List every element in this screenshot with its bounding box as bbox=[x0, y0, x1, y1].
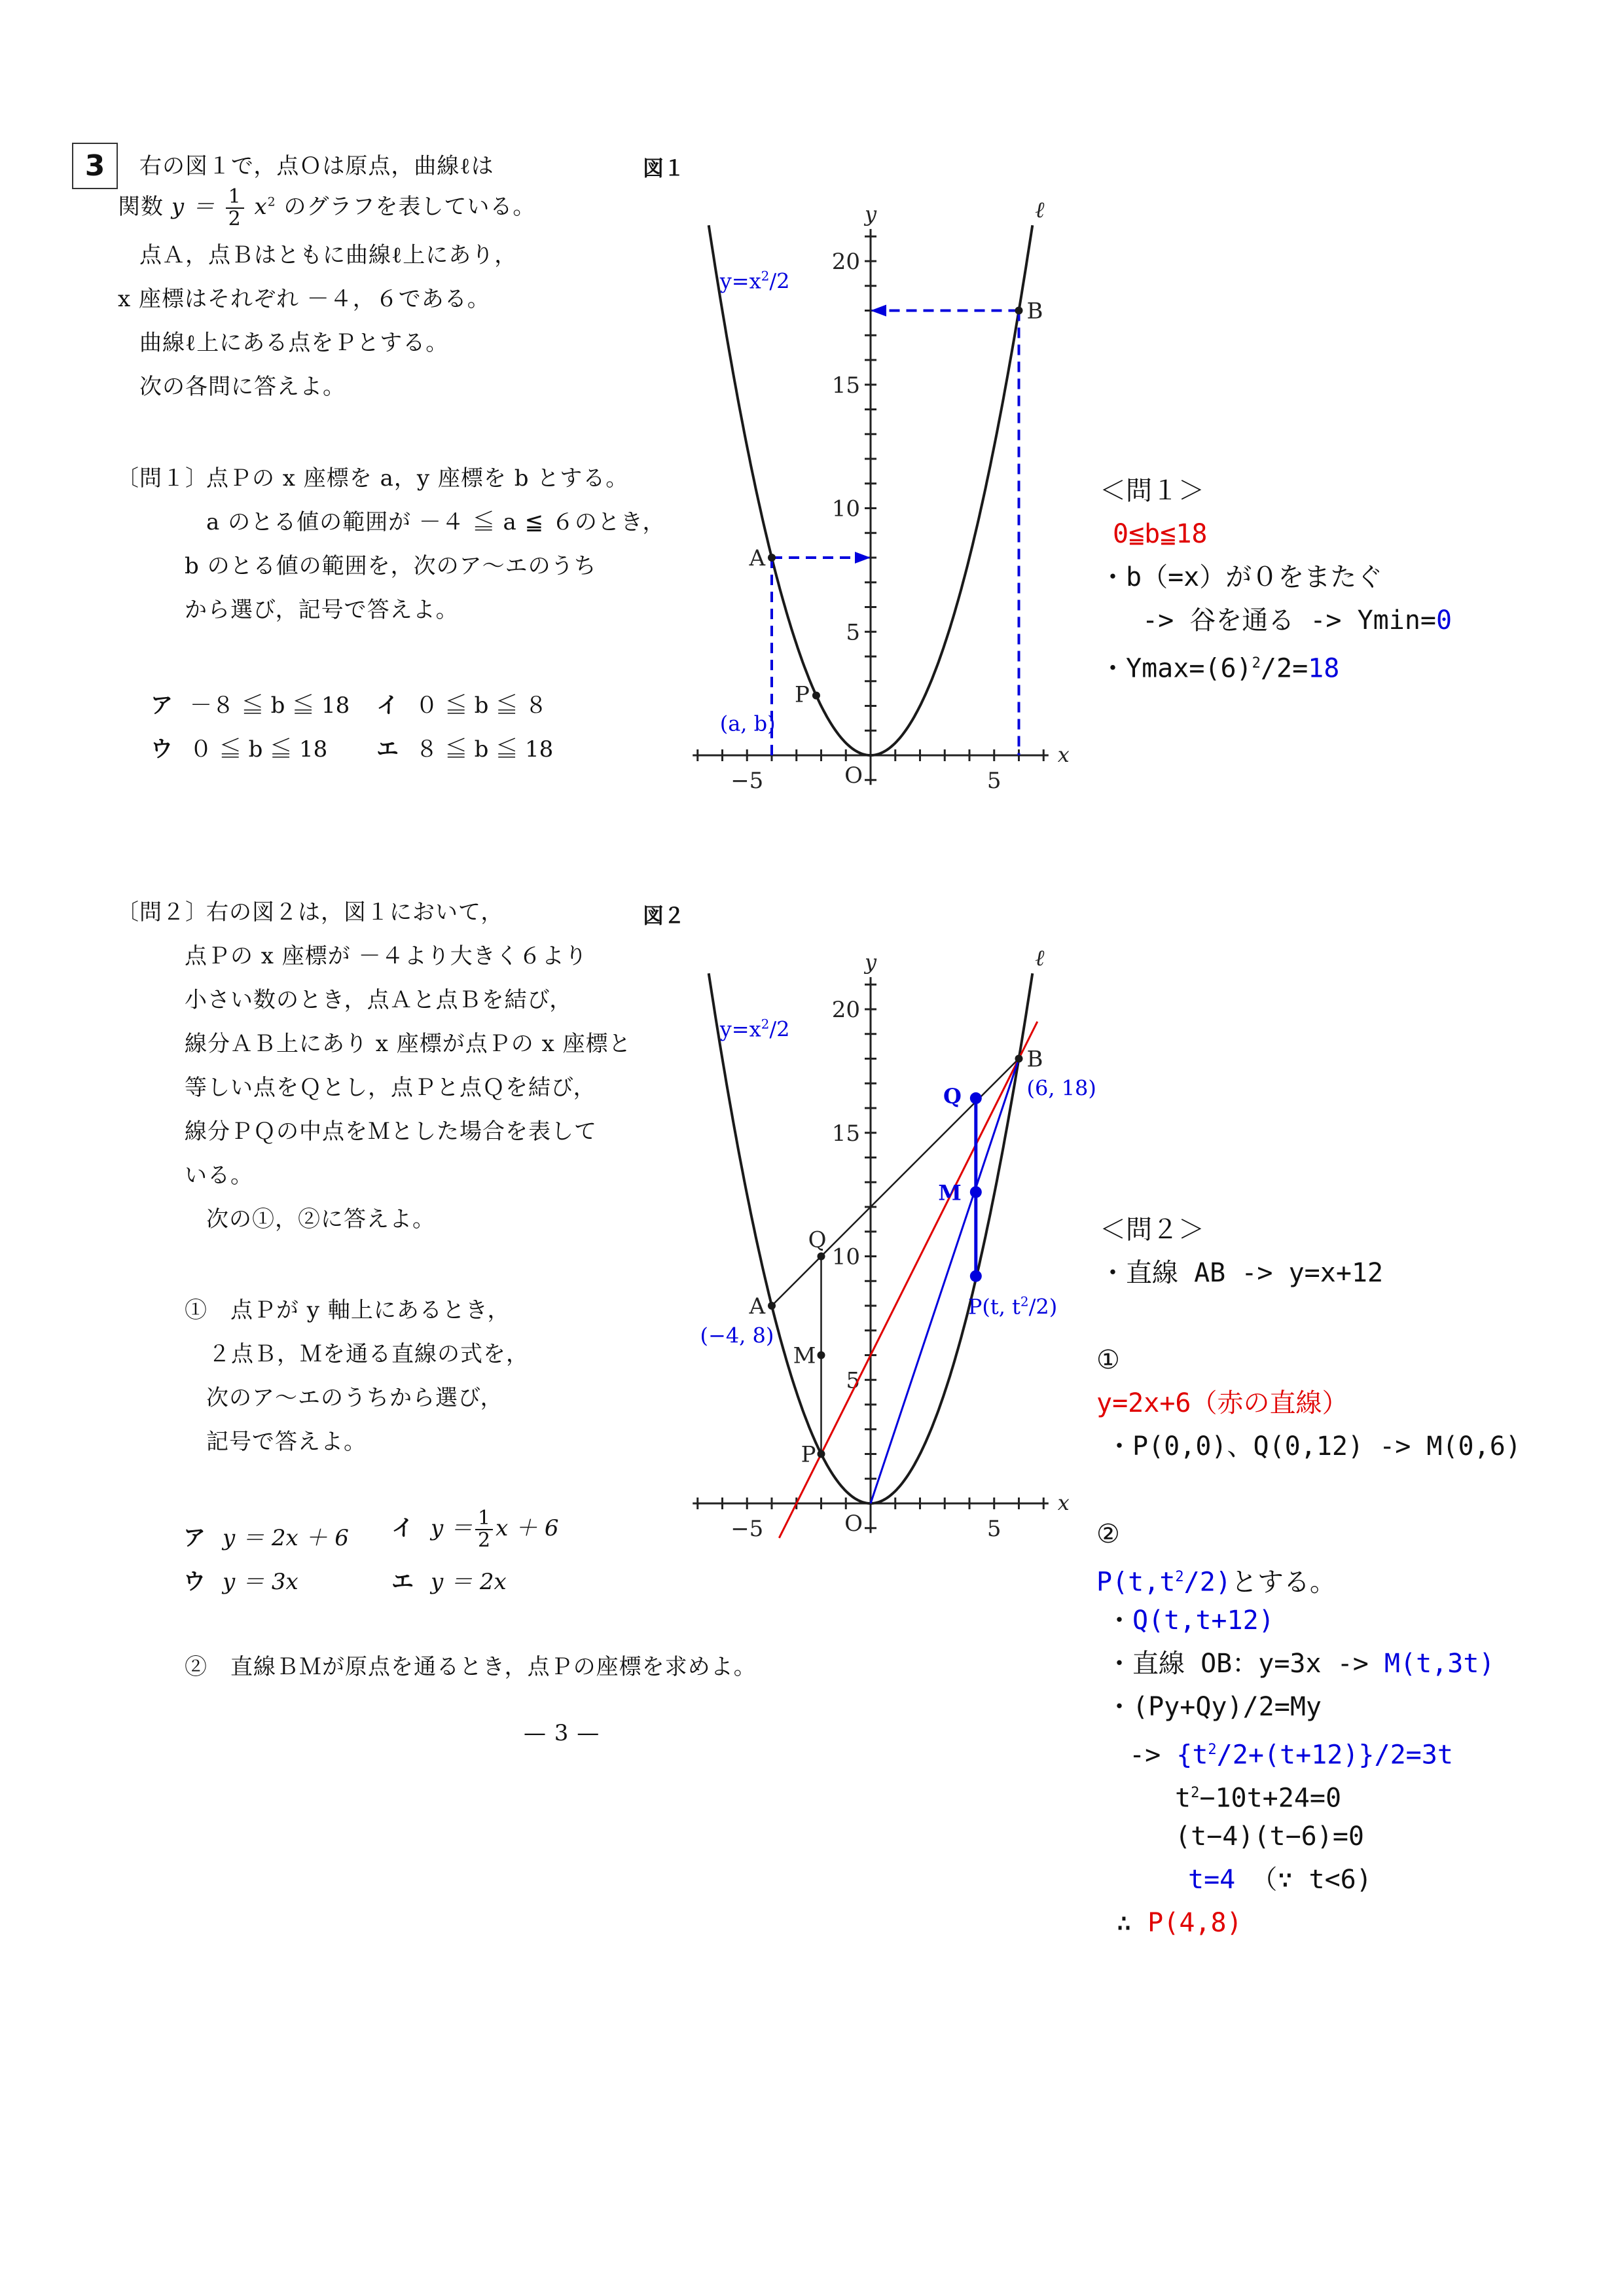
y-axis-label: y bbox=[864, 949, 877, 975]
intro-prefix: 関数 bbox=[118, 194, 164, 220]
point-q bbox=[818, 1253, 825, 1261]
point-a-coordinate-label: (−4, 8) bbox=[700, 1323, 774, 1348]
q2-line-6: 線分ＰＱの中点をＭとした場合を表して bbox=[185, 1119, 597, 1145]
q2-option-i[interactable] bbox=[391, 1508, 559, 1551]
q2-option-e[interactable] bbox=[391, 1564, 507, 1596]
q2-sub2-line-1: ② 直線ＢＭが原点を通るとき，点Ｐの座標を求めよ。 bbox=[185, 1654, 757, 1680]
y-tick-label: 20 bbox=[831, 249, 860, 275]
point-m-blue bbox=[970, 1186, 982, 1198]
notes-q2-sub2-q bbox=[1106, 1605, 1274, 1636]
notes-q2-sub2-mid: ・(Py+Qy)/2=My bbox=[1106, 1692, 1322, 1722]
page-number: — 3 — bbox=[524, 1720, 600, 1746]
text: ・Ymax=(6) bbox=[1100, 653, 1252, 684]
q1-line-4: から選び，記号で答えよ。 bbox=[185, 597, 459, 623]
bullet: ・ bbox=[1106, 1605, 1132, 1636]
eq-text: y=x bbox=[719, 1016, 761, 1042]
x-axis-label: x bbox=[1057, 1490, 1070, 1515]
y-tick-label: 5 bbox=[846, 1367, 860, 1394]
q1-option-e[interactable] bbox=[376, 731, 553, 763]
point-p bbox=[812, 692, 820, 700]
origin-label: O bbox=[844, 1511, 863, 1537]
eq-pre: {t bbox=[1176, 1740, 1208, 1770]
intro-fraction bbox=[226, 187, 244, 230]
notes-q2-sub2-t bbox=[1188, 1864, 1372, 1895]
point-b-label: B bbox=[1026, 298, 1043, 325]
notes-q2-sub1-mark: ① bbox=[1096, 1345, 1120, 1375]
frac-denominator: 2 bbox=[478, 1529, 491, 1552]
point-a bbox=[768, 1302, 776, 1310]
intro-line-2 bbox=[118, 187, 535, 230]
q1-option-u[interactable] bbox=[151, 731, 327, 763]
equation-label bbox=[719, 1016, 790, 1042]
text: −10t+24=0 bbox=[1199, 1783, 1342, 1814]
notes-q1-answer: 0≦b≦18 bbox=[1113, 519, 1208, 549]
notes-q2-sub2-p bbox=[1096, 1562, 1336, 1598]
eq-exponent: 2 bbox=[761, 1016, 770, 1032]
point-p-label: P bbox=[801, 1441, 816, 1468]
option-fraction bbox=[475, 1508, 493, 1551]
intro-suffix: のグラフを表している。 bbox=[283, 194, 536, 220]
q2-line-3: 小さい数のとき，点Ａと点Ｂを結び， bbox=[185, 987, 573, 1013]
point-q-blue-label: Q bbox=[943, 1083, 962, 1109]
point-m bbox=[818, 1352, 825, 1359]
curve-label: ℓ bbox=[1035, 945, 1045, 972]
point-q-blue bbox=[970, 1092, 982, 1104]
option-key: ウ bbox=[183, 1569, 206, 1595]
x-axis-label: x bbox=[1057, 742, 1070, 767]
ymin-value: 0 bbox=[1435, 605, 1453, 636]
option-text: －８ ≦ b ≦ 18 bbox=[190, 692, 350, 719]
point-p-blue-label bbox=[968, 1294, 1057, 1319]
eq-tail: /2 bbox=[769, 268, 790, 294]
figure2-title: 図２ bbox=[643, 903, 685, 928]
red-line-bm bbox=[779, 1022, 1037, 1538]
q1-option-a[interactable] bbox=[151, 687, 350, 719]
notes-q2-sub1-detail: ・P(0,0)、Q(0,12) -> M(0,6) bbox=[1106, 1431, 1521, 1462]
q2-line-8: 次の①，②に答えよ。 bbox=[206, 1206, 435, 1232]
text: /2= bbox=[1260, 653, 1308, 684]
q2-line-7: いる。 bbox=[185, 1162, 253, 1189]
point-m-label: M bbox=[793, 1342, 816, 1369]
y-tick-label: 10 bbox=[831, 495, 860, 522]
point-p-blue bbox=[970, 1270, 982, 1282]
t-value: t=4 bbox=[1188, 1865, 1236, 1895]
frac-numerator: 1 bbox=[475, 1508, 493, 1530]
point-p-label: P bbox=[795, 681, 810, 708]
eq-tail: /2+(t+12)}/2=3t bbox=[1216, 1740, 1453, 1770]
option-text: y ＝ 2x bbox=[431, 1569, 507, 1595]
text: t bbox=[1175, 1783, 1191, 1814]
figure1-title: 図１ bbox=[643, 156, 685, 181]
q2-sub1-line-3: 次のア～エのうちから選び， bbox=[206, 1385, 503, 1411]
notes-q2-header: ＜問２＞ bbox=[1100, 1215, 1204, 1245]
option-key: ウ bbox=[151, 736, 173, 762]
blue-line-ob bbox=[871, 1059, 1019, 1504]
notes-q2-sub1-answer: y=2x+6（赤の直線） bbox=[1096, 1388, 1348, 1418]
x-tick-label: 5 bbox=[986, 768, 1001, 794]
final-answer: P(4,8) bbox=[1147, 1908, 1242, 1938]
intro-line-3: 点Ａ，点Ｂはともに曲線ℓ上にあり， bbox=[139, 242, 518, 268]
q2-line-5: 等しい点をＱとし，点Ｐと点Ｑを結び， bbox=[185, 1075, 596, 1101]
eq-text: y=x bbox=[719, 268, 761, 294]
option-text-lhs: y ＝ bbox=[431, 1515, 473, 1541]
figure2-graph bbox=[655, 929, 1096, 1571]
option-key: エ bbox=[391, 1569, 414, 1595]
exponent: 2 bbox=[1191, 1785, 1200, 1801]
notes-q2-sub2-eq bbox=[1129, 1734, 1453, 1770]
y-tick-label: 10 bbox=[831, 1244, 860, 1270]
option-text: ０ ≦ b ≦ 18 bbox=[190, 736, 328, 762]
q1-label: 〔問１〕 bbox=[117, 465, 208, 492]
therefore: ∴ bbox=[1116, 1908, 1148, 1938]
p-def: P(t,t bbox=[1096, 1567, 1176, 1598]
notes-q1-bullet-1b bbox=[1142, 605, 1452, 636]
option-key: イ bbox=[376, 692, 399, 719]
text: ・直線 OB：y=3x -> bbox=[1106, 1649, 1384, 1679]
q1-line-1: 点Ｐの x 座標を a，y 座標を b とする。 bbox=[206, 465, 629, 492]
point-a bbox=[768, 554, 776, 562]
point-b-label: B bbox=[1026, 1046, 1043, 1073]
segment-ab bbox=[772, 1059, 1019, 1306]
frac-denominator: 2 bbox=[228, 207, 242, 230]
point-p-coordinate-label: (a, b) bbox=[719, 711, 776, 736]
origin-label: O bbox=[844, 762, 863, 789]
intro-line-5: 曲線ℓ上にある点をＰとする。 bbox=[139, 330, 449, 356]
ymax-value: 18 bbox=[1308, 653, 1340, 684]
point-a-label: A bbox=[749, 545, 765, 571]
exponent: 2 bbox=[1208, 1742, 1217, 1758]
notes-q1-bullet-2 bbox=[1100, 648, 1339, 684]
point-m-blue-label: M bbox=[938, 1180, 962, 1206]
m-def: M(t,3t) bbox=[1384, 1649, 1495, 1679]
intro-line-6: 次の各問に答えよ。 bbox=[139, 374, 346, 400]
q2-line-4: 線分ＡＢ上にあり x 座標が点Ｐの x 座標と bbox=[185, 1031, 632, 1057]
text: -> 谷を通る -> Ymin= bbox=[1142, 605, 1436, 636]
option-key: イ bbox=[391, 1515, 414, 1541]
option-key: ア bbox=[183, 1525, 206, 1551]
option-text-rhs: x ＋ 6 bbox=[496, 1515, 559, 1541]
exponent: 2 bbox=[1175, 1569, 1184, 1585]
notes-q2-sub2-ob bbox=[1106, 1648, 1494, 1679]
x-tick-label: −5 bbox=[731, 1516, 764, 1542]
q2-sub1-line-1: ① 点Ｐが y 軸上にあるとき， bbox=[185, 1297, 511, 1323]
point-q-label: Q bbox=[808, 1227, 827, 1253]
label-exponent: 2 bbox=[1020, 1293, 1029, 1310]
point-a-label: A bbox=[749, 1293, 765, 1319]
point-p bbox=[818, 1450, 825, 1458]
q2-line-2: 点Ｐの x 座標が －４より大きく６より bbox=[185, 943, 588, 969]
arrow: -> bbox=[1129, 1740, 1177, 1770]
arrowhead-left-icon bbox=[871, 305, 886, 317]
notes-q1-bullet-1: ・b（=x）が０をまたぐ bbox=[1100, 562, 1383, 592]
point-b bbox=[1015, 307, 1023, 315]
q2-line-1: 右の図２は，図１において， bbox=[206, 899, 504, 925]
frac-numerator: 1 bbox=[226, 187, 244, 209]
point-b bbox=[1015, 1055, 1023, 1063]
x-tick-label: 5 bbox=[986, 1516, 1001, 1542]
intro-eq-lhs: y ＝ bbox=[171, 194, 215, 220]
eq-exponent: 2 bbox=[761, 268, 770, 284]
q1-line-3: b のとる値の範囲を，次のア～エのうち bbox=[185, 553, 597, 579]
intro-line-4: x 座標はそれぞれ －４，６である。 bbox=[118, 286, 490, 312]
x-tick-label: −5 bbox=[731, 768, 764, 794]
exponent: 2 bbox=[1252, 655, 1261, 672]
option-key: エ bbox=[376, 736, 399, 762]
y-tick-label: 15 bbox=[831, 372, 860, 399]
y-tick-label: 20 bbox=[831, 997, 860, 1023]
intro-eq-rhs: x bbox=[254, 194, 268, 220]
q2-option-a[interactable] bbox=[183, 1520, 349, 1552]
option-text: y ＝ 3x bbox=[223, 1569, 298, 1595]
intro-line-1: 右の図１で，点Ｏは原点，曲線ℓは bbox=[139, 153, 494, 179]
option-key: ア bbox=[151, 692, 173, 719]
curve-label: ℓ bbox=[1035, 197, 1045, 224]
q2-label: 〔問２〕 bbox=[117, 899, 208, 925]
section-number-box: 3 bbox=[72, 143, 118, 189]
text: とする。 bbox=[1231, 1567, 1336, 1598]
equation-label bbox=[719, 268, 790, 294]
p-def-tail: /2) bbox=[1183, 1567, 1231, 1598]
q1-option-i[interactable] bbox=[376, 687, 547, 719]
q-def: Q(t,t+12) bbox=[1132, 1605, 1274, 1636]
label-text: P(t, t bbox=[967, 1294, 1020, 1319]
q1-line-2: a のとる値の範囲が －４ ≦ a ≦ ６のとき， bbox=[206, 509, 666, 535]
notes-q2-sub2-final bbox=[1116, 1907, 1242, 1939]
intro-eq-exponent: 2 bbox=[267, 195, 276, 209]
option-text: ８ ≦ b ≦ 18 bbox=[416, 736, 554, 762]
arrowhead-right-icon bbox=[855, 552, 871, 564]
notes-q2-line-ab: ・直線 AB -> y=x+12 bbox=[1100, 1258, 1384, 1288]
q2-option-u[interactable] bbox=[183, 1564, 298, 1596]
notes-q1-header: ＜問１＞ bbox=[1100, 476, 1204, 506]
q2-sub1-line-4: 記号で答えよ。 bbox=[206, 1429, 367, 1455]
q2-sub1-line-2: ２点Ｂ，Ｍを通る直線の式を， bbox=[208, 1341, 529, 1367]
y-tick-label: 15 bbox=[831, 1120, 860, 1147]
y-axis-label: y bbox=[864, 201, 877, 226]
figure1-graph bbox=[655, 183, 1074, 812]
notes-q2-sub2-mark: ② bbox=[1096, 1519, 1120, 1549]
label-tail: /2) bbox=[1028, 1294, 1058, 1319]
point-b-coordinate-label: (6, 18) bbox=[1026, 1075, 1096, 1101]
y-tick-label: 5 bbox=[846, 619, 860, 646]
eq-tail: /2 bbox=[769, 1016, 790, 1042]
t-reason: （∵ t<6) bbox=[1251, 1865, 1372, 1895]
notes-q2-sub2-fact: (t−4)(t−6)=0 bbox=[1175, 1821, 1364, 1852]
notes-q2-sub2-quad bbox=[1175, 1778, 1341, 1814]
option-text: ０ ≦ b ≦ ８ bbox=[416, 692, 547, 719]
option-text: y ＝ 2x ＋ 6 bbox=[223, 1525, 349, 1551]
